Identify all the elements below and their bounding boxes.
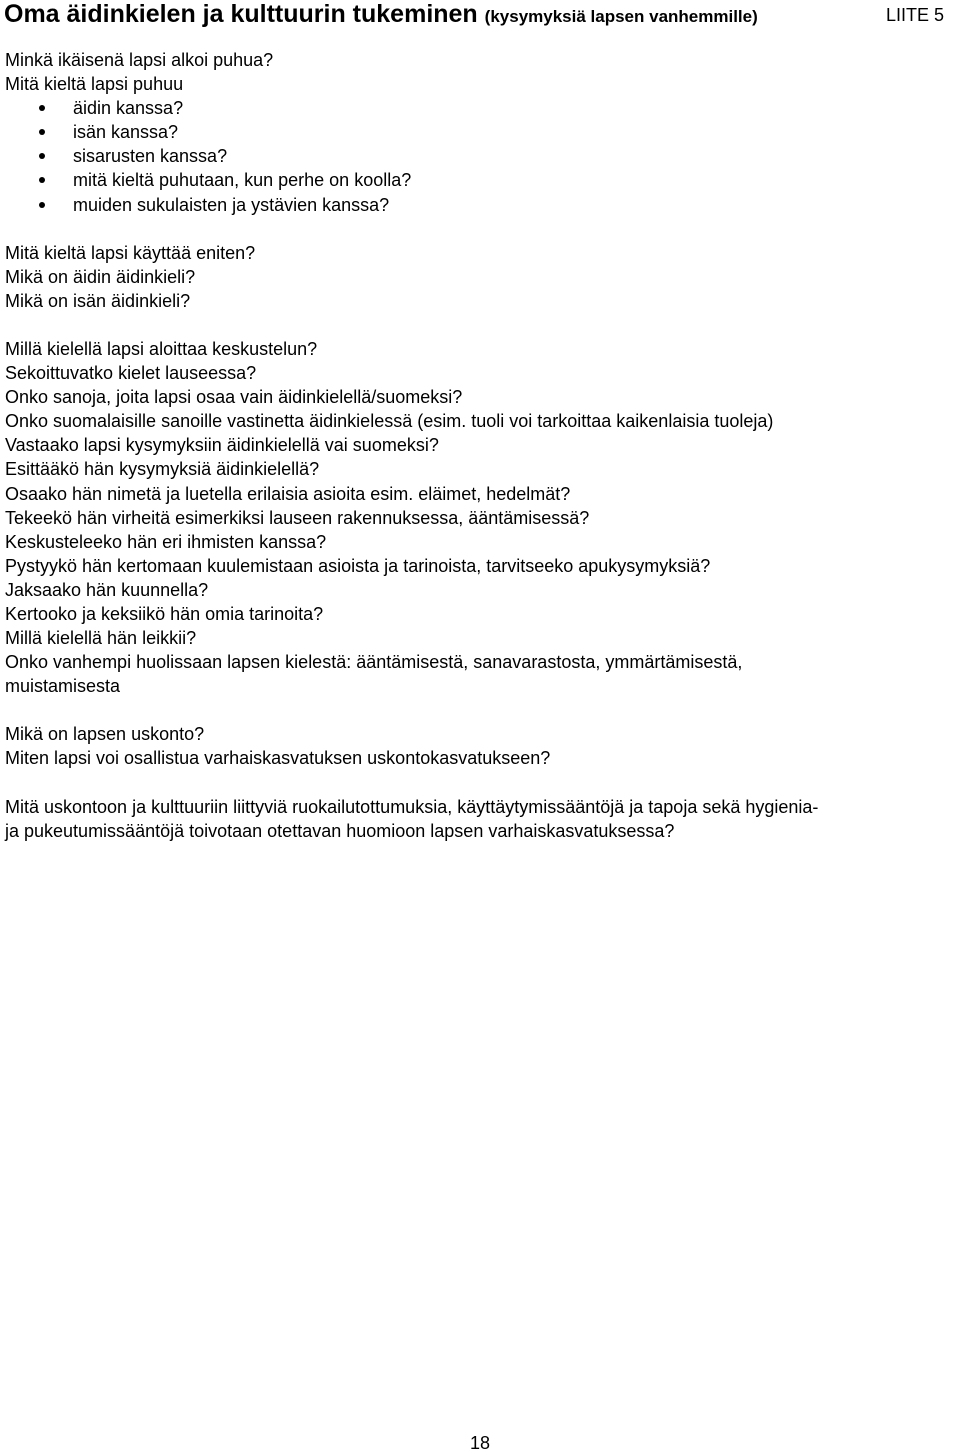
question-line: Mitä uskontoon ja kulttuuriin liittyviä ruokailutottumuksia, käyttäytymissääntöjä ja tapoja sekä hygienia- [5,796,819,817]
title-subtitle: (kysymyksiä lapsen vanhemmille) [484,7,758,26]
question-line: Tekeekö hän virheitä esimerkiksi lauseen rakennuksessa, ääntämisessä? [5,507,590,528]
paragraph-gap [5,698,955,722]
question-line: Keskusteleeko hän eri ihmisten kanssa? [5,531,327,552]
bullet-item: sisarusten kanssa? [5,144,955,168]
bullet-item: isän kanssa? [5,120,955,144]
question-line: Sekoittuvatko kielet lauseessa? [5,363,257,384]
question-line: Millä kielellä hän leikkii? [5,628,197,649]
question-line: Minkä ikäisenä lapsi alkoi puhua? [5,50,274,70]
question-line: Onko vanhempi huolissaan lapsen kielestä: ääntämisestä, sanavarastosta, ymmärtämisestä, [5,652,743,673]
question-line: Millä kielellä lapsi aloittaa keskustelun? [5,338,318,359]
question-line: Vastaako lapsi kysymyksiin äidinkielellä vai suomeksi? [5,435,439,456]
bullet-item: muiden sukulaisten ja ystävien kanssa? [5,193,955,217]
question-line: Mikä on äidin äidinkieli? [5,266,196,287]
appendix-label: LIITE 5 [885,5,944,25]
question-line: Miten lapsi voi osallistua varhaiskasvatuksen uskontokasvatukseen? [5,748,551,769]
bullet-item: mitä kieltä puhutaan, kun perhe on koolla? [5,168,955,192]
section-speech-start [5,48,955,217]
section-religion [5,722,955,770]
section-customs [5,795,955,843]
question-line: Mikä on lapsen uskonto? [5,724,205,745]
question-line: Mitä kieltä lapsi käyttää eniten? [5,242,256,263]
paragraph-gap [5,771,955,795]
section-mother-tongue [5,241,955,313]
question-line: Kertooko ja keksiikö hän omia tarinoita? [5,603,324,624]
bullet-list [5,96,955,216]
question-line: Osaako hän nimetä ja luetella erilaisia asioita esim. eläimet, hedelmät? [5,483,571,504]
question-line: ja pukeutumissääntöjä toivotaan otettavan huomioon lapsen varhaiskasvatuksessa? [5,820,675,841]
section-language-use [5,337,955,698]
paragraph-gap [5,217,955,241]
question-line: Mikä on isän äidinkieli? [5,290,191,311]
paragraph-gap [5,313,955,337]
questionnaire-body [5,48,955,843]
page-number: 18 [469,1433,491,1453]
document-header [4,0,944,28]
question-line: Pystyykö hän kertomaan kuulemistaan asioista ja tarinoista, tarvitseeko apukysymyksiä? [5,555,711,576]
bullet-item: äidin kanssa? [5,96,955,120]
question-line: Jaksaako hän kuunnella? [5,579,209,600]
question-line: Onko suomalaisille sanoille vastinetta äidinkielessä (esim. tuoli voi tarkoittaa kaikenlaisia tuoleja) [5,411,774,432]
question-line: Esittääkö hän kysymyksiä äidinkielellä? [5,459,320,480]
title-text: Oma äidinkielen ja kulttuurin tukeminen [4,0,478,28]
document-title [4,0,758,31]
question-line: Onko sanoja, joita lapsi osaa vain äidinkielellä/suomeksi? [5,387,463,408]
question-line: muistamisesta [5,676,121,697]
question-line: Mitä kieltä lapsi puhuu [5,74,184,95]
